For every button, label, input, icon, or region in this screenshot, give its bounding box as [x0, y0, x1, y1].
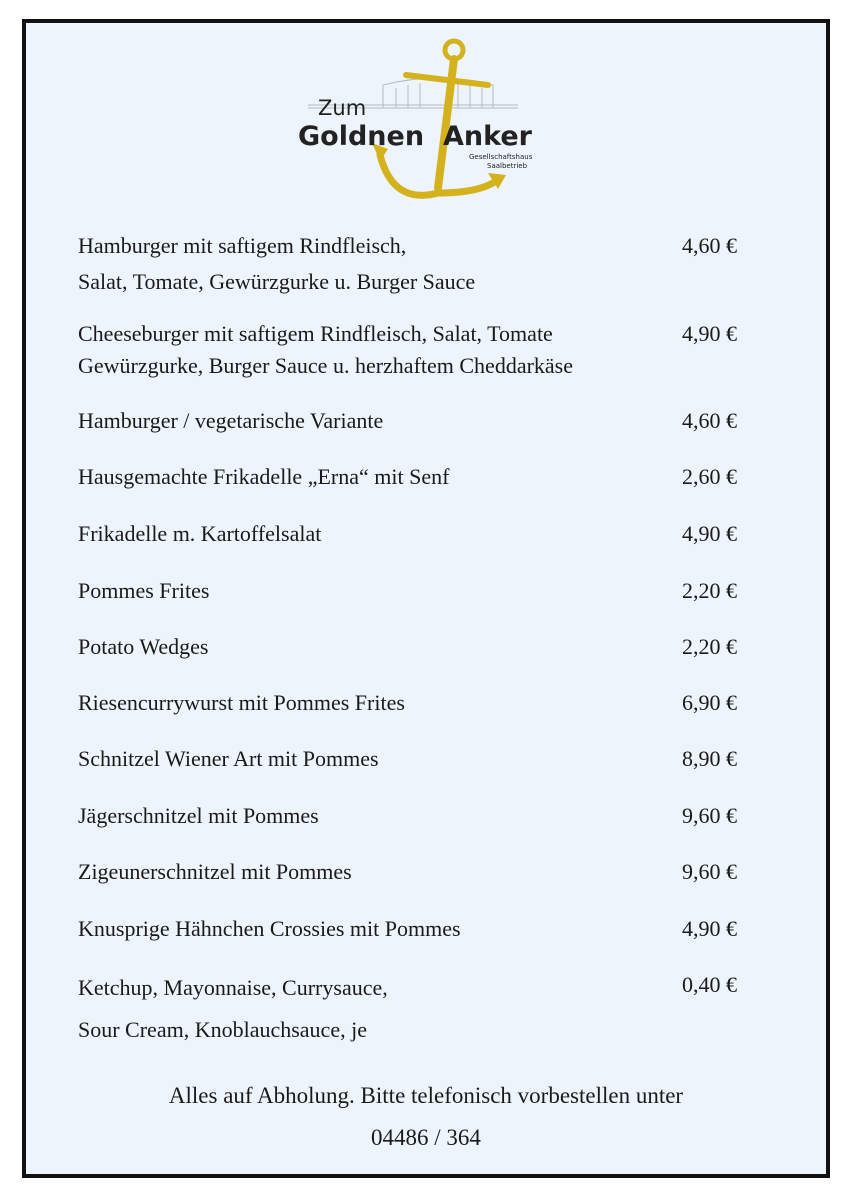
item-price: 4,60 €: [682, 233, 737, 258]
item-price: 0,40 €: [682, 972, 737, 997]
item-price: 4,90 €: [682, 916, 737, 941]
item-name: Hamburger / vegetarische Variante: [78, 408, 384, 433]
menu-page: [22, 19, 830, 1178]
item-name: Cheeseburger mit saftigem Rindfleisch, Salat, Tomate Gewürzgurke, Burger Sauce u. herzhaftem Cheddarkäse: [78, 321, 573, 378]
item-name: Zigeunerschnitzel mit Pommes: [78, 859, 352, 884]
item-name: Potato Wedges: [78, 634, 209, 659]
item-name: Schnitzel Wiener Art mit Pommes: [78, 746, 379, 771]
logo-anker: Anker: [443, 121, 532, 152]
item-name: Ketchup, Mayonnaise, Currysauce, Sour Cream, Knoblauchsauce, je: [78, 975, 388, 1042]
item-price: 8,90 €: [682, 746, 737, 771]
item-price: 4,90 €: [682, 321, 737, 346]
item-price: 9,60 €: [682, 859, 737, 884]
item-name: Pommes Frites: [78, 578, 210, 603]
logo-tagline-1: Gesellschaftshaus: [469, 153, 533, 161]
menu-list: [26, 23, 826, 1174]
logo-tagline-2: Saalbetrieb: [487, 162, 528, 170]
item-price: 6,90 €: [682, 690, 737, 715]
item-price: 2,20 €: [682, 578, 737, 603]
item-price: 4,60 €: [682, 408, 737, 433]
logo-zum: Zum: [318, 96, 367, 120]
item-price: 2,60 €: [682, 464, 737, 489]
item-price: 9,60 €: [682, 803, 737, 828]
item-price: 2,20 €: [682, 634, 737, 659]
item-name: Frikadelle m. Kartoffelsalat: [78, 521, 322, 546]
item-price: 4,90 €: [682, 521, 737, 546]
pickup-notice: Alles auf Abholung. Bitte telefonisch vorbestellen unter: [168, 1083, 684, 1108]
item-name: Hamburger mit saftigem Rindfleisch, Salat, Tomate, Gewürzgurke u. Burger Sauce: [78, 233, 476, 294]
logo-goldnen: Goldnen: [298, 121, 425, 152]
item-name: Riesencurrywurst mit Pommes Frites: [78, 690, 405, 715]
item-name: Hausgemachte Frikadelle „Erna“ mit Senf: [78, 464, 450, 489]
item-name: Knusprige Hähnchen Crossies mit Pommes: [78, 916, 461, 941]
item-name: Jägerschnitzel mit Pommes: [78, 803, 319, 828]
phone-number: 04486 / 364: [371, 1125, 481, 1150]
